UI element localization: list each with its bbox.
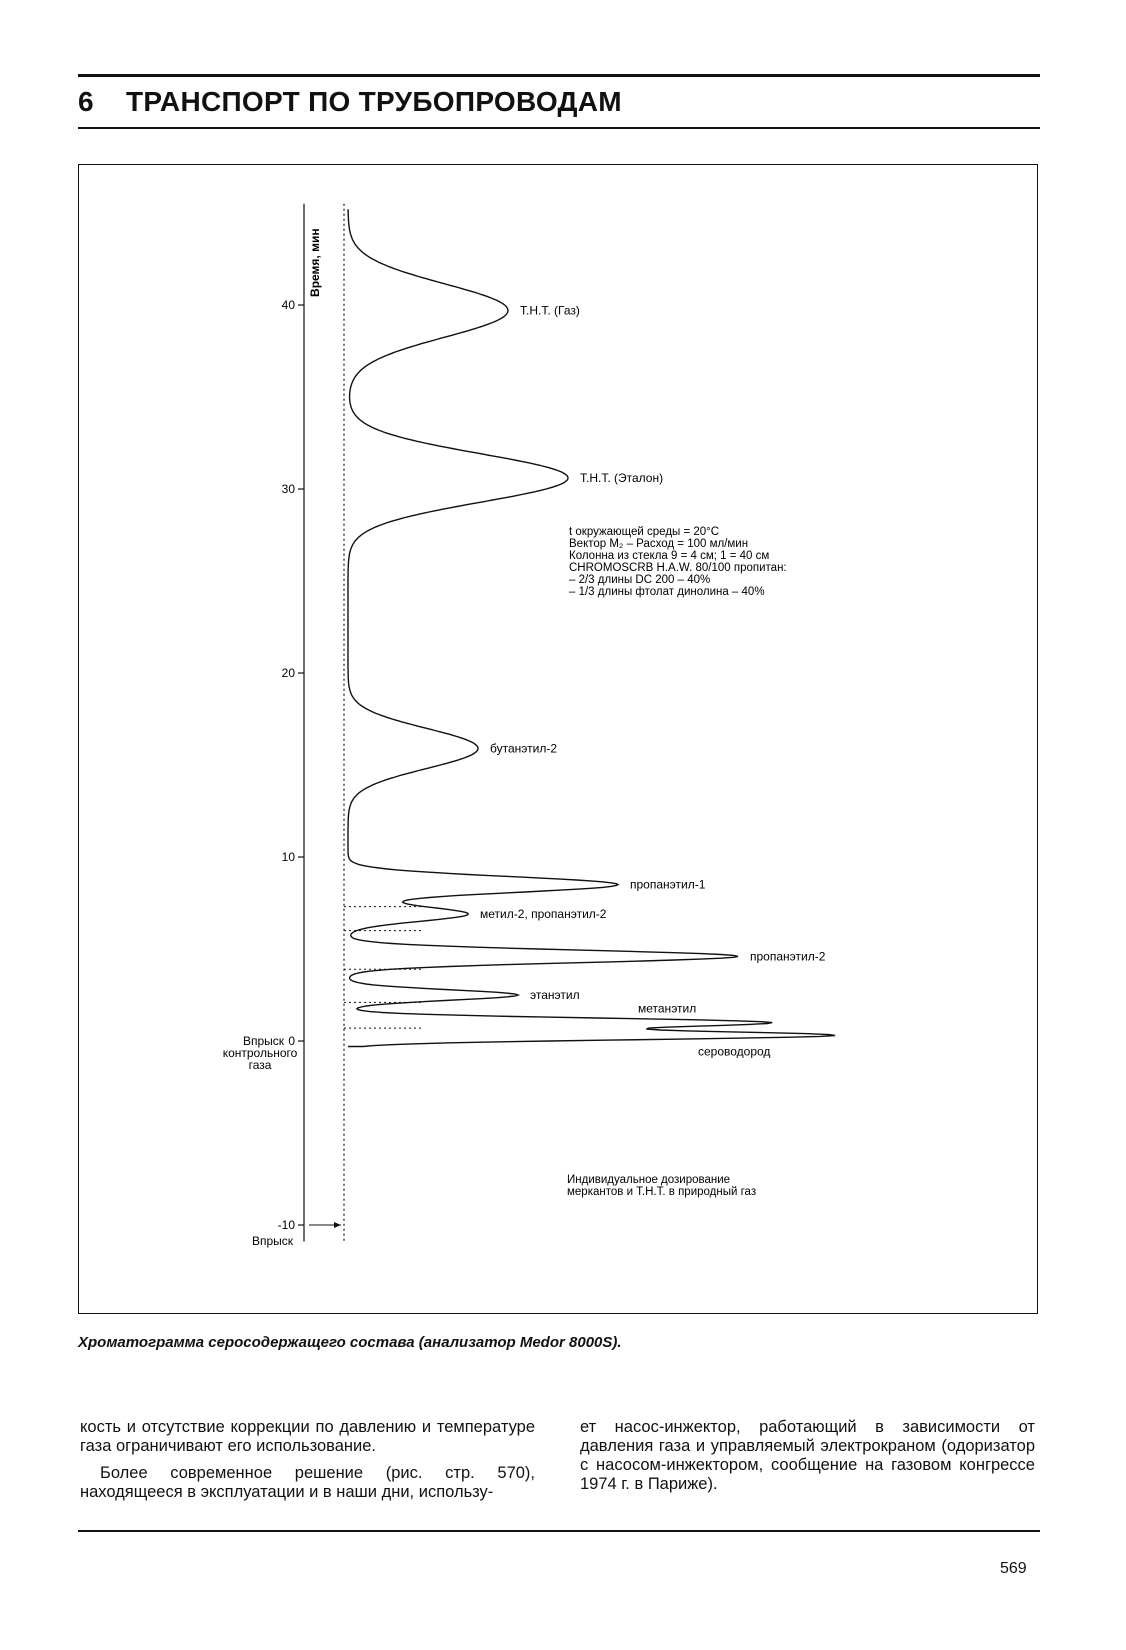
chapter-number: 6 (78, 86, 94, 117)
paragraph: кость и отсутствие коррекции по давлению и температуре газа ограничивают его использование. (80, 1418, 535, 1455)
y-tick-label: 0 (288, 1034, 295, 1048)
y-tick-label: 30 (281, 482, 295, 496)
paragraph: Более современное решение (рис. стр. 570), находящееся в эксплуатации и в наши дни, использу- (80, 1464, 535, 1501)
peak-label: сероводород (698, 1044, 771, 1059)
y-tick-label: 10 (281, 850, 295, 864)
header-top-rule (78, 74, 1040, 77)
chromatogram-chart (79, 165, 1037, 1313)
peak-label: пропанэтил-1 (630, 877, 706, 892)
y-axis-title: Время, мин (308, 228, 322, 297)
peak-label: метил-2, пропанэтил-2 (480, 907, 607, 922)
conditions-text: CHROMOSCRB H.A.W. 80/100 пропитан: (569, 562, 787, 574)
page-number: 569 (1000, 1560, 1027, 1577)
peak-label: пропанэтил-2 (750, 949, 826, 964)
conditions-text: – 2/3 длины DC 200 – 40% (569, 574, 711, 586)
peak-label: этанэтил (530, 988, 580, 1002)
peak-label: Т.Н.Т. (Эталон) (580, 470, 664, 485)
chromatogram-figure (78, 164, 1038, 1314)
peak-label: Т.Н.Т. (Газ) (520, 303, 580, 318)
chapter-title: ТРАНСПОРТ ПО ТРУБОПРОВОДАМ (126, 86, 622, 117)
y-tick-label: 20 (281, 666, 295, 680)
footer-rule (78, 1530, 1040, 1532)
header-bottom-rule (78, 127, 1040, 129)
chapter-heading (78, 86, 622, 118)
conditions-text: t окружающей среды = 20°С (569, 526, 720, 538)
injection-arrow-head (334, 1222, 341, 1228)
text-column-left (80, 1418, 535, 1510)
y-tick-label: -10 (277, 1218, 295, 1232)
paragraph: ет насос-инжектор, работающий в зависимости от давления газа и управляемый электрокраном (одоризатор с насосом-инжектором, сообщение на газовом конгрессе 1974 г. в Париже). (580, 1418, 1035, 1493)
note-text: Индивидуальное дозирование (567, 1174, 731, 1186)
injection-zero-label: контрольного (222, 1046, 298, 1060)
injection-zero-label: газа (248, 1058, 272, 1072)
peak-label: бутанэтил-2 (490, 741, 558, 756)
injection-label: Впрыск (251, 1234, 293, 1248)
note-text: меркантов и Т.Н.Т. в природный газ (567, 1186, 757, 1198)
conditions-text: – 1/3 длины фтолат динолина – 40% (569, 586, 765, 598)
injection-zero-label: Впрыск (242, 1034, 284, 1048)
peak-label: метанэтил (638, 1001, 697, 1016)
y-tick-label: 40 (281, 298, 295, 312)
figure-caption: Хроматограмма серосодержащего состава (анализатор Medor 8000S). (78, 1334, 622, 1351)
conditions-text: Вектор М₂ – Расход = 100 мл/мин (569, 538, 749, 550)
text-column-right (580, 1418, 1035, 1502)
conditions-text: Колонна из стекла 9 = 4 см; 1 = 40 см (569, 550, 770, 562)
